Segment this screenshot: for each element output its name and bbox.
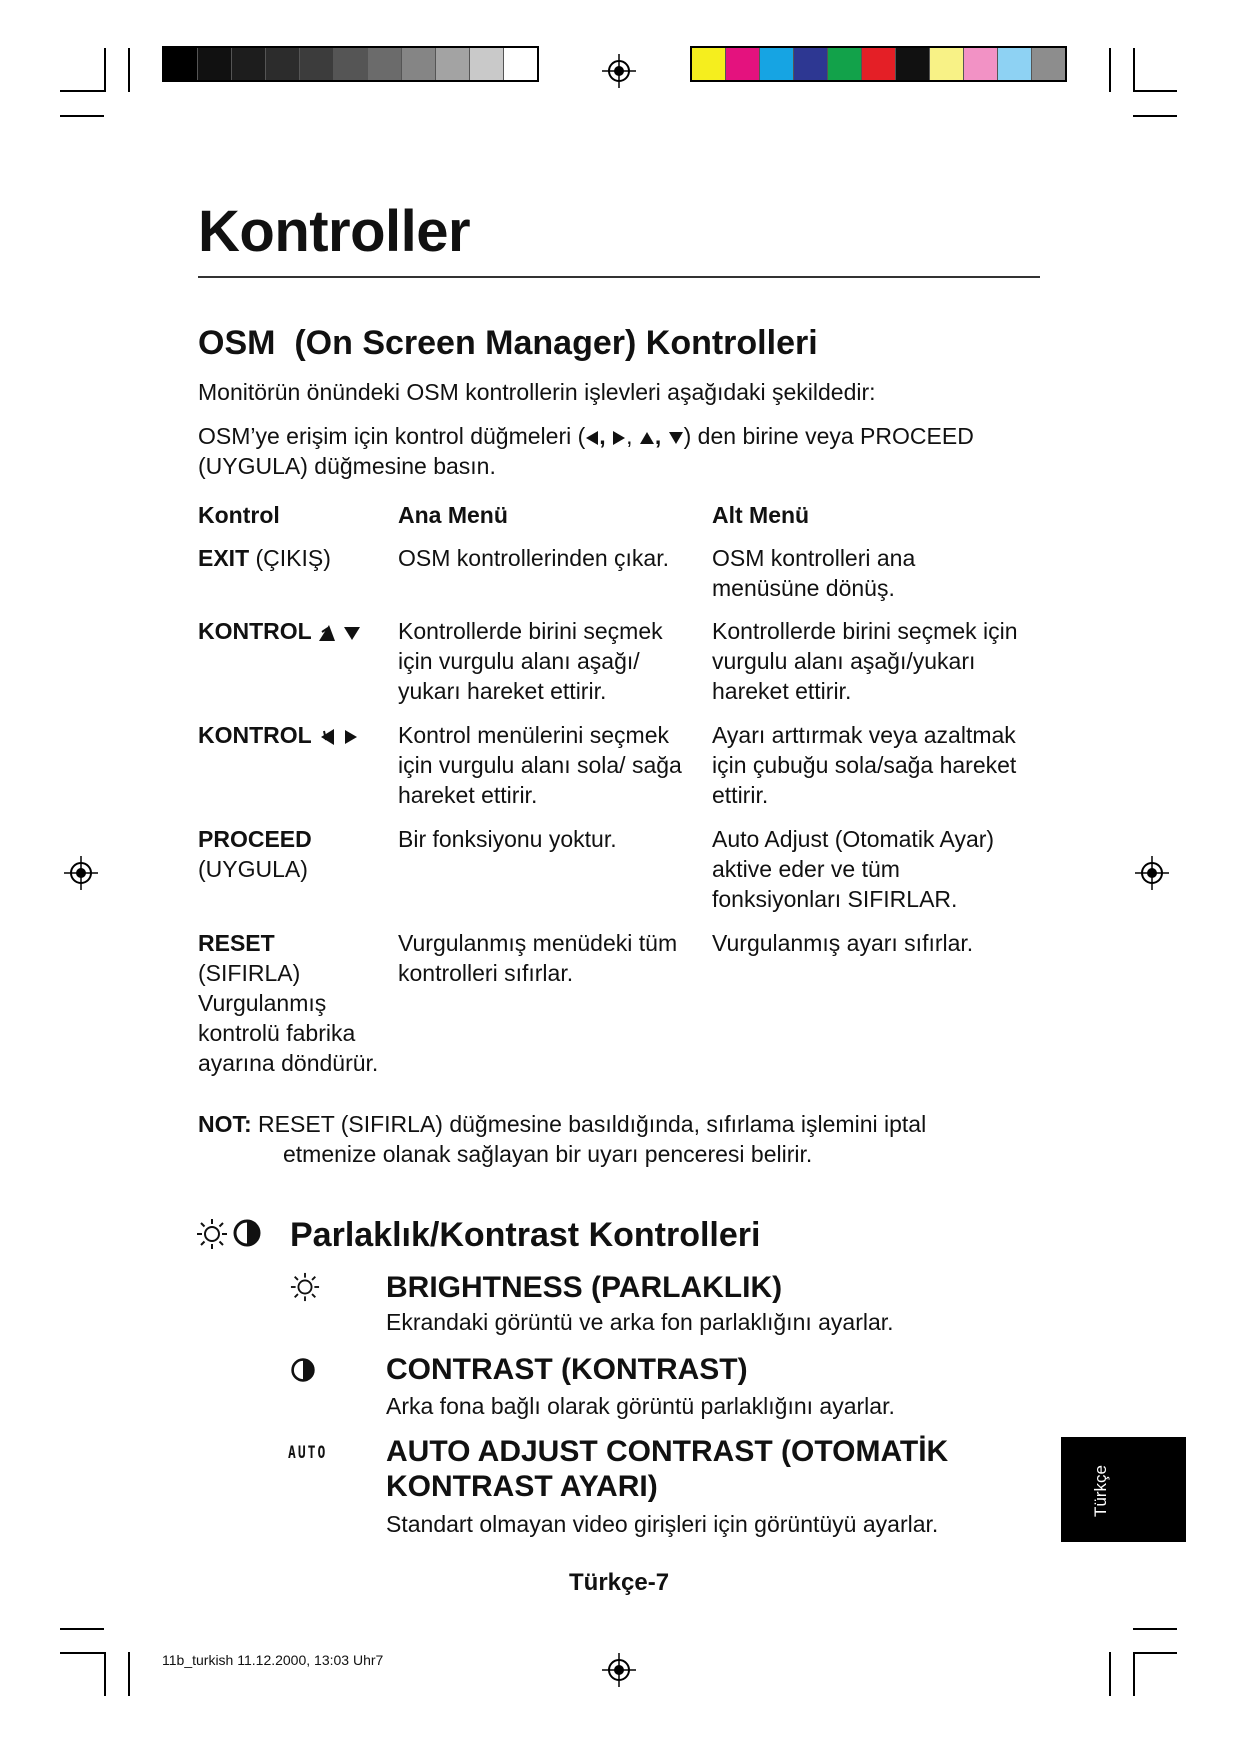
row-kontrol-lr-control — [198, 720, 359, 750]
up-arrow-icon — [318, 624, 336, 642]
crop-mark — [1109, 48, 1111, 92]
control-name: EXIT — [198, 545, 250, 571]
row-kontrol-lr-sub: Ayarı arttırmak veya azaltmak için çubuğu sola/sağa hareket ettirir. — [712, 722, 1017, 808]
color-bar — [690, 46, 1067, 82]
up-arrow-icon — [639, 431, 655, 445]
crop-mark — [1133, 1628, 1177, 1630]
contrast-desc: Arka fona bağlı olarak görüntü parlaklığını ayarlar. — [386, 1393, 895, 1419]
control-name: PROCEED — [198, 826, 312, 852]
row-kontrol-ud-control — [198, 616, 361, 646]
brightness-desc: Ekrandaki görüntü ve arka fon parlaklığını ayarlar. — [386, 1309, 894, 1335]
registration-mark — [1135, 856, 1169, 890]
row-exit-main: OSM kontrollerinden çıkar. — [398, 545, 670, 571]
page-title: Kontroller — [198, 199, 471, 264]
auto-adjust-desc: Standart olmayan video girişleri için görüntüyü ayarlar. — [386, 1511, 939, 1537]
brightness-icon — [196, 1218, 228, 1250]
crop-mark — [128, 1652, 130, 1696]
row-exit-control — [198, 543, 331, 573]
crop-mark — [60, 90, 104, 92]
row-kontrol-lr-main: Kontrol menülerini seçmek için vurgulu alanı sola/ sağa hareket ettirir. — [398, 722, 682, 808]
language-tab-label: Türkçe — [1091, 1465, 1110, 1517]
access-text-start: OSM’ye erişim için kontrol düğmeleri ( — [198, 423, 586, 449]
auto-icon: AUTO — [288, 1443, 328, 1464]
brightness-icon — [290, 1272, 320, 1302]
row-reset-control — [198, 928, 398, 1078]
crop-mark — [104, 48, 106, 92]
osm-access-text — [198, 421, 1078, 481]
control-name-suffix: (ÇIKIŞ) — [249, 545, 331, 571]
osm-intro: Monitörün önündeki OSM kontrollerin işlevleri aşağıdaki şekildedir: — [198, 379, 876, 405]
row-kontrol-ud-main: Kontrollerde birini seçmek için vurgulu alanı aşağı/ yukarı hareket ettirir. — [398, 618, 663, 704]
control-name-sub: (UYGULA) — [198, 856, 308, 882]
down-arrow-icon — [668, 431, 684, 445]
row-kontrol-ud-sub: Kontrollerde birini seçmek için vurgulu alanı aşağı/yukarı hareket ettirir. — [712, 618, 1018, 704]
brightness-title: BRIGHTNESS (PARLAKLIK) — [386, 1271, 783, 1304]
note-line2: etmenize olanak sağlayan bir uyarı penceresi belirir. — [283, 1141, 813, 1167]
crop-mark — [1133, 1652, 1177, 1654]
note-label: NOT: — [198, 1111, 252, 1137]
title-rule — [198, 276, 1040, 278]
crop-mark — [128, 48, 130, 92]
crop-mark — [60, 1652, 104, 1654]
control-name: RESET — [198, 930, 275, 956]
language-side-tab — [1061, 1437, 1186, 1542]
page-number: Türkçe-7 — [569, 1569, 670, 1596]
registration-mark — [602, 1653, 636, 1687]
auto-adjust-title: AUTO ADJUST CONTRAST (OTOMATİK KONTRAST AYARI) — [386, 1435, 949, 1503]
control-name: KONTROL — [198, 722, 312, 748]
left-arrow-icon — [585, 430, 599, 446]
crop-mark — [1133, 115, 1177, 117]
crop-mark — [104, 1652, 106, 1696]
left-arrow-icon — [318, 728, 336, 746]
note-line1: RESET (SIFIRLA) düğmesine basıldığında, sıfırlama işlemini iptal — [251, 1111, 927, 1137]
right-arrow-icon — [612, 430, 626, 446]
osm-heading: OSM (On Screen Manager) Kontrolleri — [198, 324, 818, 362]
print-slug: 11b_turkish 11.12.2000, 13:03 Uhr7 — [162, 1652, 384, 1668]
row-proceed-main: Bir fonksiyonu yoktur. — [398, 826, 617, 852]
crop-mark — [1109, 1652, 1111, 1696]
registration-mark — [64, 856, 98, 890]
sep: , — [654, 423, 662, 449]
note — [198, 1109, 926, 1139]
contrast-icon — [290, 1357, 316, 1383]
crop-mark — [1133, 90, 1177, 92]
row-proceed-sub: Auto Adjust (Otomatik Ayar) aktive eder ve tüm fonksiyonları SIFIRLAR. — [712, 826, 995, 912]
bc-heading: Parlaklık/Kontrast Kontrolleri — [290, 1216, 761, 1254]
col-header-ana-menu: Ana Menü — [398, 502, 508, 528]
contrast-icon — [232, 1218, 262, 1248]
registration-mark — [602, 54, 636, 88]
access-text-end: ) den birine veya PROCEED — [683, 423, 974, 449]
control-name-sub: (SIFIRLA) Vurgulanmış kontrolü fabrika ayarına döndürür. — [198, 960, 379, 1076]
row-reset-main: Vurgulanmış menüdeki tüm kontrolleri sıfırlar. — [398, 930, 678, 986]
col-header-alt-menu: Alt Menü — [712, 502, 810, 528]
grayscale-bar — [162, 46, 539, 82]
col-header-kontrol: Kontrol — [198, 502, 280, 528]
right-arrow-icon — [343, 728, 359, 746]
down-arrow-icon — [343, 625, 361, 641]
row-proceed-control — [198, 824, 388, 884]
crop-mark — [60, 1628, 104, 1630]
crop-mark — [60, 115, 104, 117]
control-name: KONTROL — [198, 618, 312, 644]
contrast-title: CONTRAST (KONTRAST) — [386, 1353, 748, 1386]
sep: , — [626, 423, 633, 449]
crop-mark — [1133, 1652, 1135, 1696]
crop-mark — [1133, 48, 1135, 92]
access-text-line2: (UYGULA) düğmesine basın. — [198, 453, 496, 479]
row-reset-sub: Vurgulanmış ayarı sıfırlar. — [712, 930, 974, 956]
sep: , — [599, 423, 606, 449]
row-exit-sub: OSM kontrolleri ana menüsüne dönüş. — [712, 545, 916, 601]
